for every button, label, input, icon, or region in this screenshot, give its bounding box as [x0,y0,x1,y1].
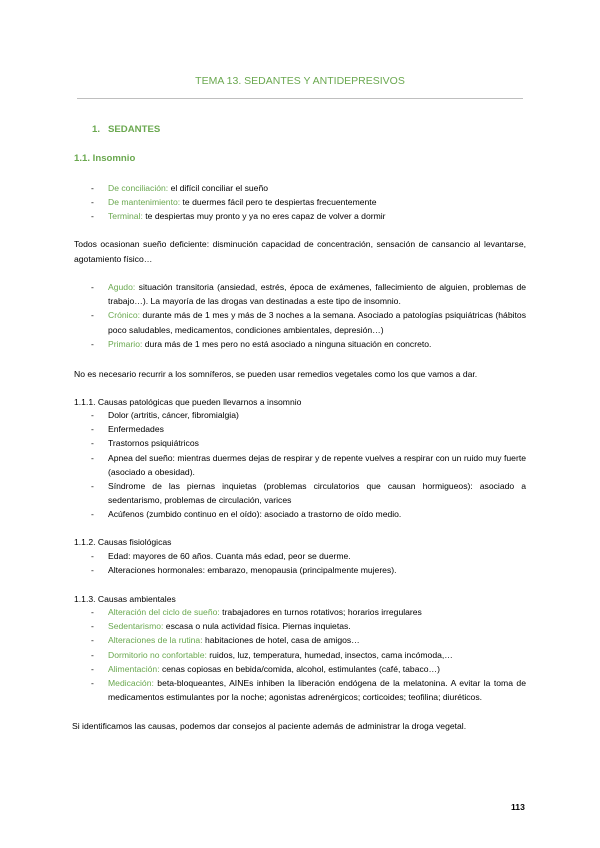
list-item-term: Dormitorio no confortable: [108,649,207,660]
list-item-text: Apnea del sueño: mientras duermes dejas de respirar y de repente vuelves a respirar con un ruido muy fuerte (asociado a obesidad). [108,452,526,477]
subsubsection-number: 1.1.3. [74,594,96,604]
page-title: TEMA 13. SEDANTES Y ANTIDEPRESIVOS [195,75,405,87]
list-item-text: Acúfenos (zumbido continuo en el oído): asociado a trastorno de oído medio. [108,509,402,520]
section-number: 1. [92,124,101,135]
list-item-term: Alimentación: [108,663,160,674]
list-item [74,436,526,450]
section-label: SEDANTES [108,124,161,135]
subsection-heading-insomnio: 1.1. Insomnio [74,153,136,164]
list-item-text: Trastornos psiquiátricos [108,438,199,449]
list-item-term: Medicación: [108,678,154,689]
insomnio-types-list-wrapper [74,181,526,224]
list-item [74,209,526,223]
ambientales-list [74,605,526,704]
duration-types-list [74,280,526,351]
section-heading-sedantes [92,124,160,135]
list-item-text: Enfermedades [108,424,164,435]
subsubsection-label: Causas patológicas que pueden llevarnos a insomnio [95,397,302,407]
list-item-text: beta-bloqueantes, AINEs inhiben la liberación endógena de la melatonina. A evitar la toma de medicamentos estimulantes por la noche; agonistas adrenérgicos; corticoides; teofilina; diuréticos. [108,678,526,703]
list-item [74,507,526,521]
list-item-text: situación transitoria (ansiedad, estrés, época de exámenes, fallecimiento de alguien, problemas de trabajo…). La mayoría de las drogas van destinadas a este tipo de insomnio. [108,282,526,307]
patologicas-list [74,408,526,522]
list-item-term: Sedentarismo: [108,621,164,632]
list-item-text: el difícil conciliar el sueño [168,183,269,193]
list-item-text: Alteraciones hormonales: embarazo, menopausia (principalmente mujeres). [108,565,397,576]
list-item [74,280,526,308]
list-item [74,549,526,563]
list-item-term: Crónico: [108,310,140,321]
page-number: 113 [511,802,525,812]
list-item [74,308,526,336]
list-item-term: De mantenimiento: [108,197,181,208]
list-item-term: Primario: [108,338,143,349]
list-item [74,633,526,647]
list-item-text: Edad: mayores de 60 años. Cuanta más edad, peor se duerme. [108,551,351,561]
list-item-term: Agudo: [108,282,136,292]
list-item [74,451,526,479]
subsubsection-label: Causas fisiológicas [95,537,172,547]
list-item [74,181,526,195]
list-item-term: Alteraciones de la rutina: [108,635,203,646]
insomnio-types-list [74,181,526,224]
patologicas-list-wrapper [74,408,526,522]
fisiologicas-list [74,549,526,577]
subsubsection-number: 1.1.1. [74,397,96,407]
paragraph-sueno-deficiente: Todos ocasionan sueño deficiente: disminución capacidad de concentración, sensación de cansancio al levantarse, agotamiento físico… [74,239,526,264]
list-item [74,662,526,676]
list-item-text: Síndrome de las piernas inquietas (problemas circulatorios que causan hormigueos): asociado a sedentarismo, problemas de circulación, varices [108,481,526,506]
list-item [74,676,526,704]
list-item [74,619,526,633]
paragraph-remedios: No es necesario recurrir a los somníferos, se pueden usar remedios vegetales como los que vamos a dar. [74,369,478,379]
subsubsection-heading-ambientales [74,592,526,606]
list-item [74,563,526,577]
list-item [74,422,526,436]
list-item-text: escasa o nula actividad física. Piernas inquietas. [163,621,351,632]
list-item-term: Terminal: [108,211,143,222]
list-item-text: trabajadores en turnos rotativos; horarios irregulares [219,607,422,617]
list-item [74,479,526,507]
title-divider [77,98,523,99]
list-item-text: durante más de 1 mes y más de 3 noches a la semana. Asociado a patologías psiquiátricas (hábitos poco saludables, medicamentos, condiciones ambientales, depresión…) [108,310,526,335]
list-item-text: habitaciones de hotel, casa de amigos… [202,635,360,646]
subsubsection-heading-fisiologicas [74,535,526,549]
subsubsection-label: Causas ambientales [95,594,176,604]
paragraph-consejos: Si identificamos las causas, podemos dar consejos al paciente además de administrar la droga vegetal. [72,721,467,731]
list-item [74,648,526,662]
list-item-text: Dolor (artritis, cáncer, fibromialgia) [108,410,239,420]
subsubsection-heading-patologicas [74,395,526,409]
list-item-text: ruidos, luz, temperatura, humedad, insectos, cama incómoda,… [206,649,453,660]
subsubsection-number: 1.1.2. [74,537,96,547]
list-item-text: te duermes fácil pero te despiertas frecuentemente [180,197,377,208]
list-item [74,337,526,351]
list-item-text: cenas copiosas en bebida/comida, alcohol, estimulantes (café, tabaco…) [159,663,441,674]
list-item [74,408,526,422]
list-item-term: Alteración del ciclo de sueño: [108,607,220,617]
list-item-text: dura más de 1 mes pero no está asociado a ninguna situación en concreto. [142,338,432,349]
list-item [74,195,526,209]
list-item-term: De conciliación: [108,183,169,193]
list-item [74,605,526,619]
list-item-text: te despiertas muy pronto y ya no eres capaz de volver a dormir [142,211,386,222]
duration-types-list-wrapper [74,280,526,351]
ambientales-list-wrapper [74,605,526,704]
fisiologicas-list-wrapper [74,549,526,577]
